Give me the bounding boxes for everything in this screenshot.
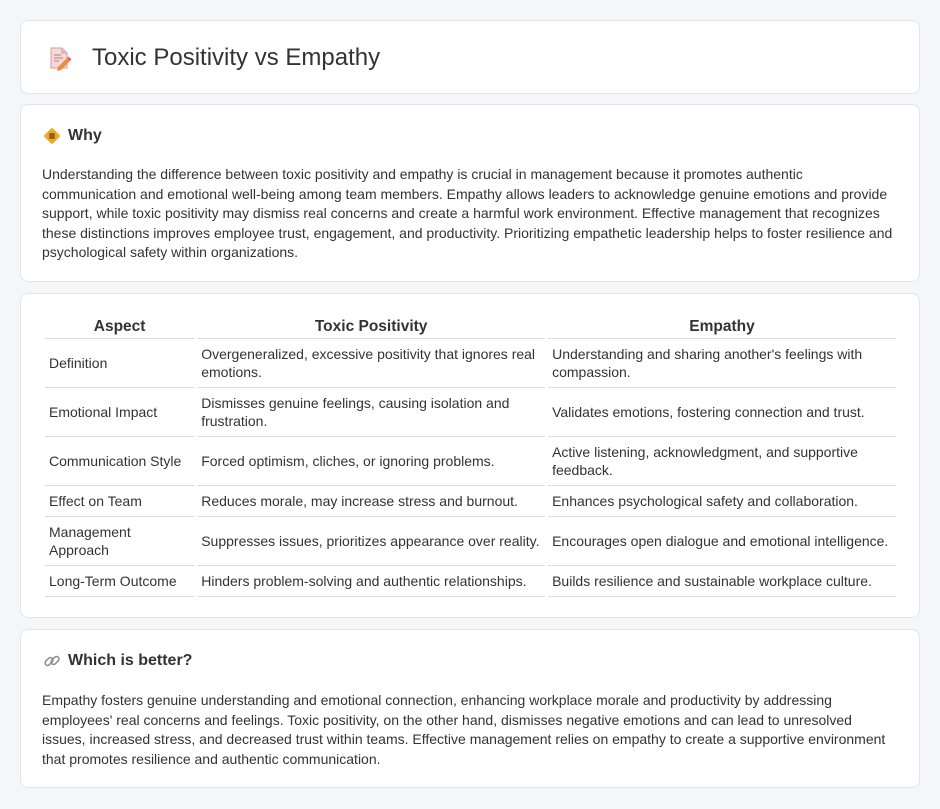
why-text: Understanding the difference between toxic positivity and empathy is crucial in management because it promotes authentic communication and emotional well-being among team members. Empathy allows leaders to acknowledge genuine emotions and provide support, while toxic positivity may dismiss real concerns and create a harmful work environment. Effective management that recognizes these distinctions improves employee trust, engagement, and productivity. Prioritizing empathetic leadership helps to foster resilience and psychological safety within organizations. <box>42 166 893 260</box>
table-header-row <box>45 314 896 339</box>
why-section <box>20 104 920 282</box>
row-empathy: Enhances psychological safety and collaboration. <box>548 486 896 517</box>
row-aspect: Communication Style <box>45 437 194 486</box>
row-toxic-positivity: Dismisses genuine feelings, causing isolation and frustration. <box>197 388 545 437</box>
row-empathy: Builds resilience and sustainable workplace culture. <box>548 566 896 597</box>
page-title: Toxic Positivity vs Empathy <box>92 44 381 71</box>
comparison-table <box>42 314 899 597</box>
better-title: Which is better? <box>68 652 193 669</box>
row-empathy: Encourages open dialogue and emotional intelligence. <box>548 517 896 566</box>
table-row <box>45 517 896 566</box>
row-aspect: Definition <box>45 339 194 388</box>
table-row <box>45 388 896 437</box>
row-empathy: Validates emotions, fostering connection and trust. <box>548 388 896 437</box>
comparison-table-card <box>20 293 920 618</box>
row-empathy: Active listening, acknowledgment, and supportive feedback. <box>548 437 896 486</box>
row-toxic-positivity: Suppresses issues, prioritizes appearance over reality. <box>197 517 545 566</box>
which-is-better-section <box>20 629 920 788</box>
better-text: Empathy fosters genuine understanding and emotional connection, enhancing workplace morale and productivity by addressing employees' real concerns and feelings. Toxic positivity, on the other hand, dismisses negative emotions and can lead to unresolved issues, increased stress, and decreased trust within teams. Effective management relies on empathy to create a supportive environment that promotes resilience and authentic communication. <box>42 692 886 767</box>
document-edit-icon <box>46 45 72 71</box>
row-toxic-positivity: Forced optimism, cliches, or ignoring problems. <box>197 437 545 486</box>
row-aspect: Effect on Team <box>45 486 194 517</box>
row-aspect: Emotional Impact <box>45 388 194 437</box>
link-icon <box>43 652 61 670</box>
header-toxic-positivity: Toxic Positivity <box>197 314 545 339</box>
row-empathy: Understanding and sharing another's feelings with compassion. <box>548 339 896 388</box>
row-toxic-positivity: Reduces morale, may increase stress and burnout. <box>197 486 545 517</box>
table-row <box>45 566 896 597</box>
table-row <box>45 437 896 486</box>
header-aspect: Aspect <box>45 314 194 339</box>
row-toxic-positivity: Hinders problem-solving and authentic relationships. <box>197 566 545 597</box>
table-row <box>45 486 896 517</box>
row-toxic-positivity: Overgeneralized, excessive positivity that ignores real emotions. <box>197 339 545 388</box>
header-empathy: Empathy <box>548 314 896 339</box>
diamond-sign-icon <box>43 127 61 145</box>
title-card <box>20 20 920 94</box>
row-aspect: Management Approach <box>45 517 194 566</box>
table-row <box>45 339 896 388</box>
row-aspect: Long-Term Outcome <box>45 566 194 597</box>
why-title: Why <box>68 127 102 144</box>
